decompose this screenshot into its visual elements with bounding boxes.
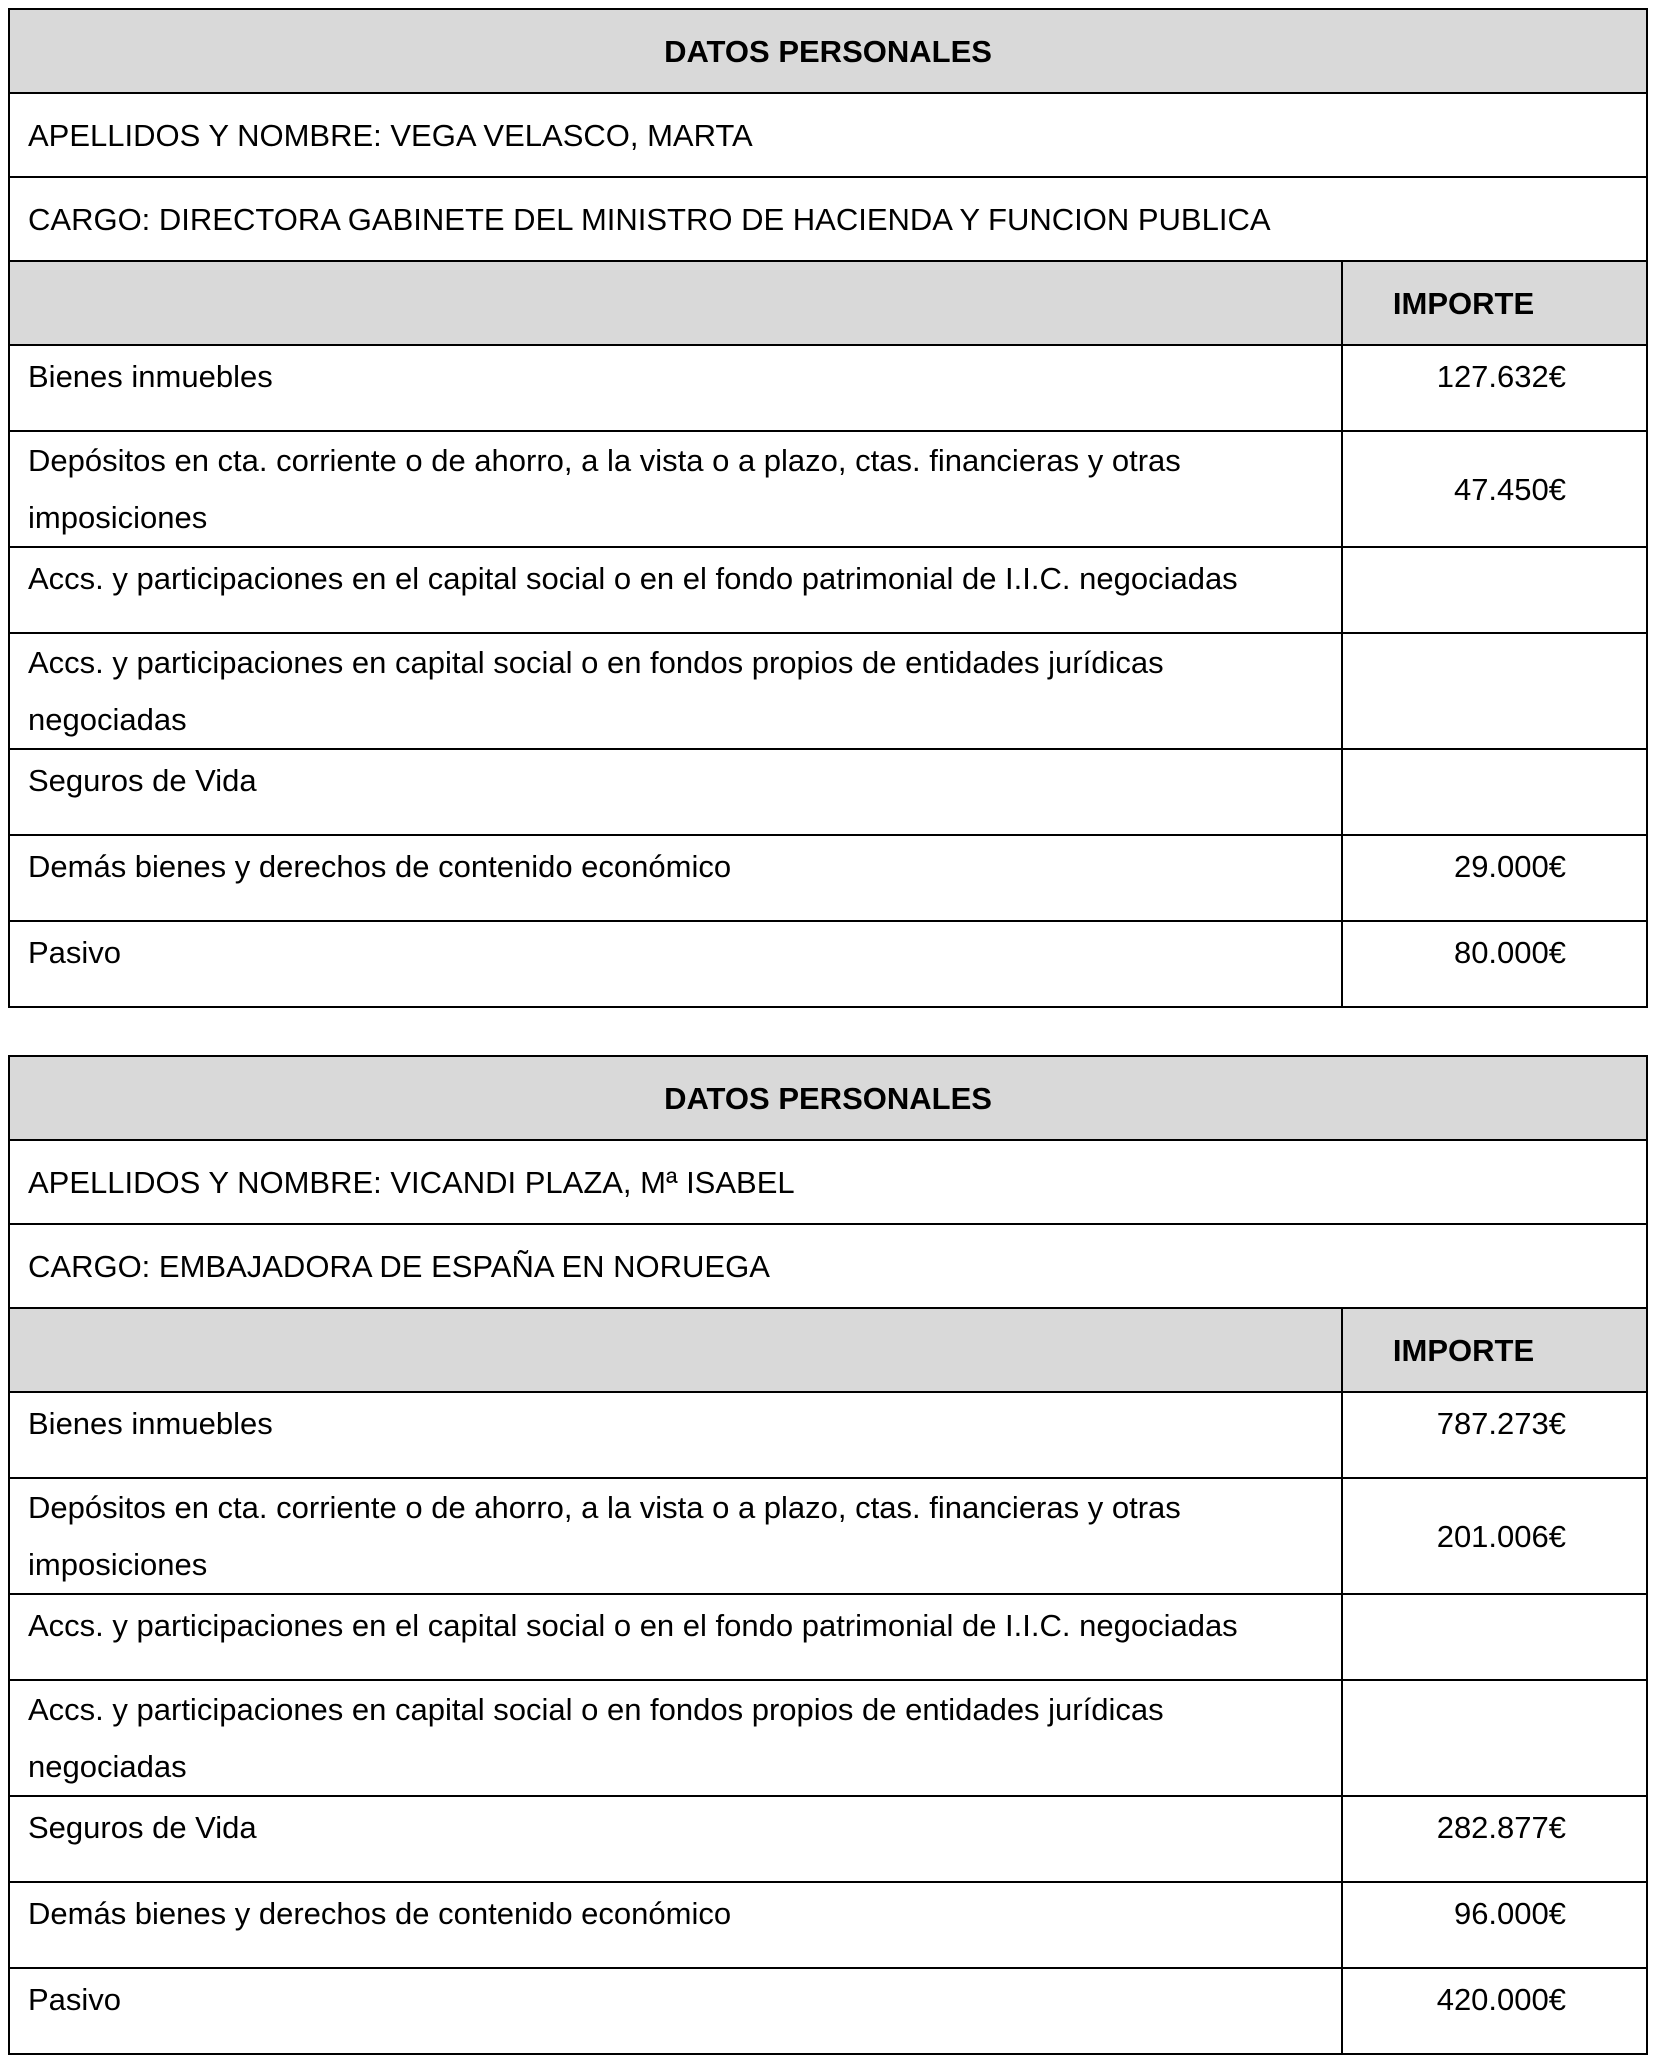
row-amount	[1342, 1594, 1647, 1680]
row-label: Seguros de Vida	[9, 749, 1342, 835]
name-line: APELLIDOS Y NOMBRE: VEGA VELASCO, MARTA	[9, 93, 1647, 177]
table-row	[9, 1392, 1647, 1478]
row-amount	[1342, 547, 1647, 633]
amount-column-header: IMPORTE	[1342, 1308, 1647, 1392]
row-amount: 282.877€	[1342, 1796, 1647, 1882]
table-row	[9, 1796, 1647, 1882]
row-amount: 96.000€	[1342, 1882, 1647, 1968]
row-label: Accs. y participaciones en el capital social o en el fondo patrimonial de I.I.C. negociadas	[9, 1594, 1342, 1680]
row-label: Accs. y participaciones en capital social o en fondos propios de entidades jurídicas negociadas	[9, 1680, 1342, 1796]
table-row	[9, 921, 1647, 1007]
row-amount: 80.000€	[1342, 921, 1647, 1007]
row-amount: 420.000€	[1342, 1968, 1647, 2054]
row-label: Demás bienes y derechos de contenido económico	[9, 835, 1342, 921]
column-header-row	[9, 261, 1647, 345]
name-row	[9, 1140, 1647, 1224]
cargo-row	[9, 1224, 1647, 1308]
section-header: DATOS PERSONALES	[9, 1056, 1647, 1140]
row-label: Demás bienes y derechos de contenido económico	[9, 1882, 1342, 1968]
header-row	[9, 9, 1647, 93]
table-row	[9, 345, 1647, 431]
row-label: Seguros de Vida	[9, 1796, 1342, 1882]
row-amount	[1342, 633, 1647, 749]
header-row	[9, 1056, 1647, 1140]
row-amount: 29.000€	[1342, 835, 1647, 921]
table-row	[9, 1478, 1647, 1594]
row-label: Depósitos en cta. corriente o de ahorro, a la vista o a plazo, ctas. financieras y otras imposiciones	[9, 431, 1342, 547]
row-amount: 787.273€	[1342, 1392, 1647, 1478]
table-row	[9, 431, 1647, 547]
label-column-header	[9, 1308, 1342, 1392]
row-label: Accs. y participaciones en el capital social o en el fondo patrimonial de I.I.C. negociadas	[9, 547, 1342, 633]
row-amount: 201.006€	[1342, 1478, 1647, 1594]
row-amount	[1342, 749, 1647, 835]
row-amount	[1342, 1680, 1647, 1796]
row-label: Bienes inmuebles	[9, 345, 1342, 431]
table-row	[9, 547, 1647, 633]
table-row	[9, 749, 1647, 835]
row-amount: 47.450€	[1342, 431, 1647, 547]
row-label: Pasivo	[9, 921, 1342, 1007]
table-row	[9, 1680, 1647, 1796]
declaration-table	[8, 8, 1648, 1008]
row-label: Bienes inmuebles	[9, 1392, 1342, 1478]
table-row	[9, 1594, 1647, 1680]
cargo-line: CARGO: EMBAJADORA DE ESPAÑA EN NORUEGA	[9, 1224, 1647, 1308]
declaration-table	[8, 1055, 1648, 2055]
label-column-header	[9, 261, 1342, 345]
row-label: Pasivo	[9, 1968, 1342, 2054]
table-row	[9, 1882, 1647, 1968]
table-row	[9, 835, 1647, 921]
row-label: Depósitos en cta. corriente o de ahorro, a la vista o a plazo, ctas. financieras y otras imposiciones	[9, 1478, 1342, 1594]
row-amount: 127.632€	[1342, 345, 1647, 431]
table-row	[9, 1968, 1647, 2054]
name-line: APELLIDOS Y NOMBRE: VICANDI PLAZA, Mª ISABEL	[9, 1140, 1647, 1224]
section-header: DATOS PERSONALES	[9, 9, 1647, 93]
amount-column-header: IMPORTE	[1342, 261, 1647, 345]
cargo-line: CARGO: DIRECTORA GABINETE DEL MINISTRO DE HACIENDA Y FUNCION PUBLICA	[9, 177, 1647, 261]
name-row	[9, 93, 1647, 177]
column-header-row	[9, 1308, 1647, 1392]
row-label: Accs. y participaciones en capital social o en fondos propios de entidades jurídicas negociadas	[9, 633, 1342, 749]
table-row	[9, 633, 1647, 749]
cargo-row	[9, 177, 1647, 261]
